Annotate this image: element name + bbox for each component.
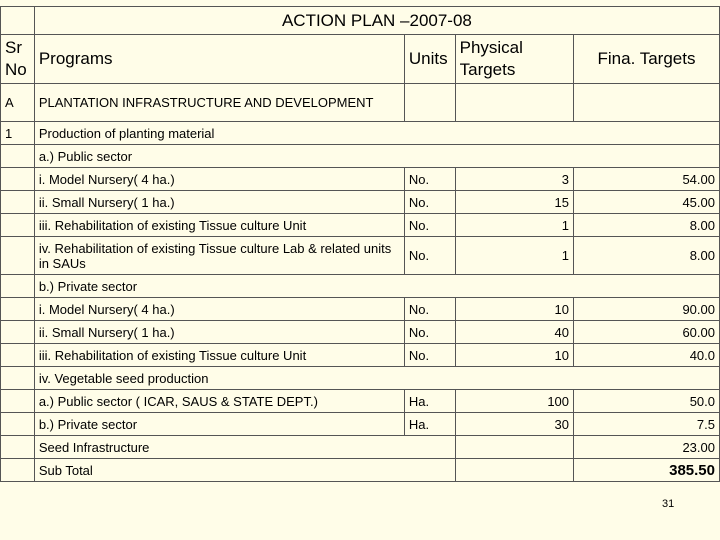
physical-cell: 10 bbox=[455, 298, 573, 321]
vegetable-seed-label: iv. Vegetable seed production bbox=[34, 367, 719, 390]
seed-infrastructure-label: Seed Infrastructure bbox=[34, 436, 455, 459]
page-number: 31 bbox=[662, 498, 675, 510]
subtotal-row bbox=[1, 459, 720, 482]
private-sector-label: b.) Private sector bbox=[34, 275, 719, 298]
unit-cell: Ha. bbox=[404, 390, 455, 413]
physical-cell: 1 bbox=[455, 237, 573, 275]
header-units: Units bbox=[404, 35, 455, 84]
table-row bbox=[1, 344, 720, 367]
program-cell: iv. Rehabilitation of existing Tissue culture Lab & related units in SAUs bbox=[34, 237, 404, 275]
physical-cell: 40 bbox=[455, 321, 573, 344]
physical-cell: 100 bbox=[455, 390, 573, 413]
program-cell: iii. Rehabilitation of existing Tissue culture Unit bbox=[34, 344, 404, 367]
header-physical: Physical Targets bbox=[455, 35, 573, 84]
public-sector-label: a.) Public sector bbox=[34, 145, 719, 168]
table-row bbox=[1, 390, 720, 413]
program-cell: i. Model Nursery( 4 ha.) bbox=[34, 168, 404, 191]
table-row bbox=[1, 321, 720, 344]
subtotal-label: Sub Total bbox=[34, 459, 455, 482]
financial-cell: 54.00 bbox=[574, 168, 720, 191]
header-sr: Sr No bbox=[1, 35, 35, 84]
table-row bbox=[1, 191, 720, 214]
seed-infrastructure-value: 23.00 bbox=[574, 436, 720, 459]
header-financial: Fina. Targets bbox=[574, 35, 720, 84]
financial-cell: 8.00 bbox=[574, 237, 720, 275]
subtotal-value: 385.50 bbox=[574, 459, 720, 482]
section-sr: A bbox=[1, 84, 35, 122]
program-cell: i. Model Nursery( 4 ha.) bbox=[34, 298, 404, 321]
financial-cell: 60.00 bbox=[574, 321, 720, 344]
group-row bbox=[1, 367, 720, 390]
financial-cell: 50.0 bbox=[574, 390, 720, 413]
section-row bbox=[1, 84, 720, 122]
subsection-label: Production of planting material bbox=[34, 122, 719, 145]
unit-cell: No. bbox=[404, 344, 455, 367]
program-cell: iii. Rehabilitation of existing Tissue culture Unit bbox=[34, 214, 404, 237]
header-programs: Programs bbox=[34, 35, 404, 84]
financial-cell: 40.0 bbox=[574, 344, 720, 367]
program-cell: ii. Small Nursery( 1 ha.) bbox=[34, 321, 404, 344]
unit-cell: No. bbox=[404, 168, 455, 191]
action-plan-table bbox=[0, 6, 720, 482]
subsection-row bbox=[1, 122, 720, 145]
program-cell: ii. Small Nursery( 1 ha.) bbox=[34, 191, 404, 214]
group-row bbox=[1, 145, 720, 168]
unit-cell: No. bbox=[404, 321, 455, 344]
physical-cell: 10 bbox=[455, 344, 573, 367]
financial-cell: 90.00 bbox=[574, 298, 720, 321]
table-row bbox=[1, 214, 720, 237]
table-row bbox=[1, 237, 720, 275]
physical-cell: 3 bbox=[455, 168, 573, 191]
page-title: ACTION PLAN –2007-08 bbox=[34, 7, 719, 35]
program-cell: a.) Public sector ( ICAR, SAUS & STATE DEPT.) bbox=[34, 390, 404, 413]
physical-cell: 1 bbox=[455, 214, 573, 237]
unit-cell: No. bbox=[404, 237, 455, 275]
header-row bbox=[1, 35, 720, 84]
unit-cell: No. bbox=[404, 191, 455, 214]
seed-infrastructure-row bbox=[1, 436, 720, 459]
table-row bbox=[1, 298, 720, 321]
physical-cell: 30 bbox=[455, 413, 573, 436]
financial-cell: 45.00 bbox=[574, 191, 720, 214]
section-label: PLANTATION INFRASTRUCTURE AND DEVELOPMENT bbox=[34, 84, 404, 122]
unit-cell: No. bbox=[404, 298, 455, 321]
financial-cell: 7.5 bbox=[574, 413, 720, 436]
group-row bbox=[1, 275, 720, 298]
physical-cell: 15 bbox=[455, 191, 573, 214]
unit-cell: No. bbox=[404, 214, 455, 237]
unit-cell: Ha. bbox=[404, 413, 455, 436]
table-row bbox=[1, 413, 720, 436]
title-row bbox=[1, 7, 720, 35]
subsection-sr: 1 bbox=[1, 122, 35, 145]
table-row bbox=[1, 168, 720, 191]
program-cell: b.) Private sector bbox=[34, 413, 404, 436]
financial-cell: 8.00 bbox=[574, 214, 720, 237]
